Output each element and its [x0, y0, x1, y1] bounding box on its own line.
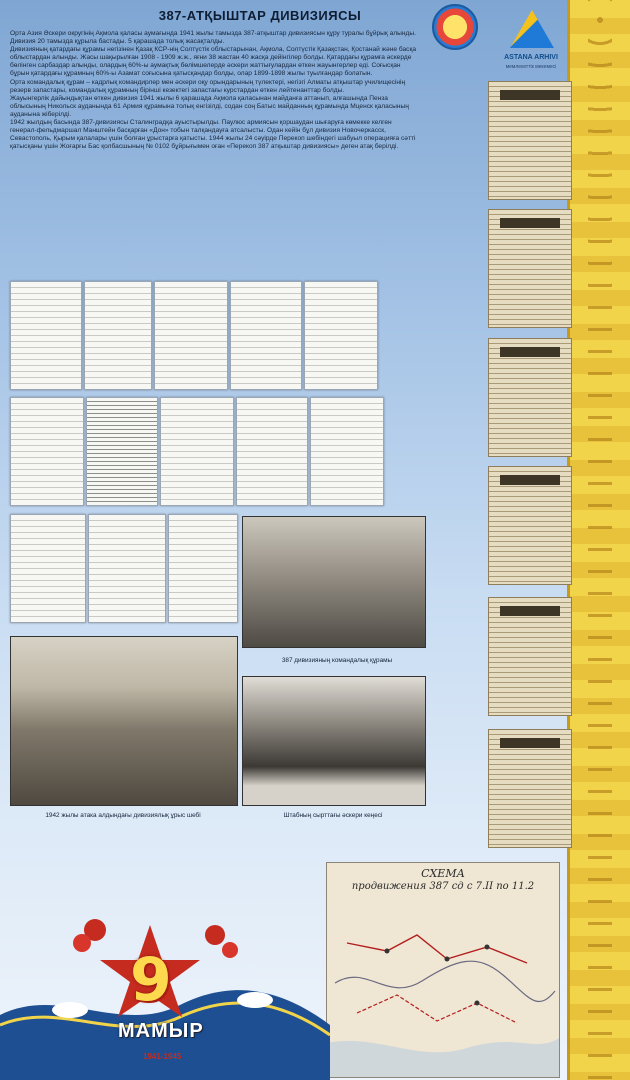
- commanders-photo-caption: 387 дивизияның командалық құрамы: [281, 657, 393, 664]
- poster-day-number: 9: [130, 945, 172, 1015]
- newspaper-masthead: [500, 475, 560, 485]
- page-title: 387-АТҚЫШТАР ДИВИЗИЯСЫ: [158, 8, 362, 23]
- newspaper-masthead: [500, 90, 560, 100]
- archival-document: [10, 397, 84, 506]
- newspaper-masthead: [500, 738, 560, 748]
- archival-document: [86, 397, 158, 506]
- newspaper-clipping: [488, 466, 572, 585]
- history-paragraph: 1942 жылдың басында 387-дивизиясы Сталинградқа ауыстырылды. Паулюс армиясын қоршаудан шығаруға көмекке келген генерал-фельдмаршал Манштейн басқарған «Дон» тобын талқандауға атсалысты. Одан кейін бұл дивизия Новочеркасск, Севастополь, Қырым қалалары үшін болған ұрыстарға қатысты. 1944 жылы 24 сәуірде Перекоп шебіндегі шабуыл операцияға сәтті қатысқаны үшін Жоғарғы Бас қолбасшының № 0102 бұйрығымен оған «Перекоп 387 атқыштар дивизиясы» деген атақ берілді.: [10, 119, 416, 151]
- archival-document: [10, 514, 86, 623]
- archival-document: [154, 281, 228, 390]
- archival-document: [10, 281, 82, 390]
- archival-document: [304, 281, 378, 390]
- newspaper-clipping: [488, 597, 572, 716]
- battlefield-photo-caption: 1942 жылы атака алдындағы дивизиялық ұрыс шебі: [45, 812, 201, 819]
- history-paragraph: Орта командалық құрам – кадрлық командирлер мен әскери оқу орындарының түлектері, негізгі Алматы атқыштар училищесінің резерв запастары, командалық құрамның бірінші кезектегі запастағы курстардан өткен лейтенанттар болды.: [10, 78, 406, 94]
- advance-scheme-map: [326, 862, 560, 1078]
- archival-document: [230, 281, 302, 390]
- newspaper-clipping: [488, 81, 572, 200]
- map-subtitle: продвижения 387 сд с 7.II по 11.2: [351, 881, 535, 892]
- newspaper-masthead: [500, 606, 560, 616]
- newspaper-masthead: [500, 347, 560, 357]
- meeting-photo-caption: Штабның сырттағы әскери кеңесі: [283, 812, 383, 819]
- archival-document: [168, 514, 238, 623]
- archive-logo-icon: [510, 10, 554, 48]
- history-paragraph: Орта Азия Әскери округінің Ақмола қаласы аумағында 1941 жылы тамызда 387-атқыштар дивизиясын құру туралы бұйрық алынды. Дивизия 20 тамызда құрыла бастады. 5 қарашада толық жасақталды.: [10, 30, 416, 46]
- poster-month: МАМЫР: [118, 1020, 204, 1042]
- newspaper-masthead: [500, 218, 560, 228]
- archival-document: [160, 397, 234, 506]
- archival-document: [88, 514, 166, 623]
- ornamental-border: [567, 0, 630, 1080]
- poster-years: 1941-1945: [143, 1052, 182, 1061]
- history-paragraph: Жауынгерлік дайындықтан өткен дивизия 1941 жылы 6 қарашада Ақмола қаласынан майданға аттанып, алғашында Пенза облысының Никольск ауданында 61 Армия құрамына толық енгізілді, содан соң Батыс майданның құрамында Мценск қаласының ауданына жіберілді.: [10, 94, 409, 118]
- map-title: СХЕМА: [421, 867, 465, 880]
- astana-emblem-icon: [432, 4, 478, 50]
- newspaper-clipping: [488, 209, 572, 328]
- newspaper-clipping: [488, 729, 572, 848]
- archival-document: [310, 397, 384, 506]
- archive-subtitle: мемлекеттік мекемесі: [505, 64, 557, 70]
- map-drawing: [327, 863, 559, 1077]
- archive-name: ASTANA ARHIVI: [504, 54, 558, 61]
- archival-document: [236, 397, 308, 506]
- commanders-photo: [242, 516, 426, 648]
- history-paragraph: Дивизияның қатардағы құрамы негізінен Қазақ КСР-нің Солтүстік облыстарынан, Ақмола, Солтүстік Қазақстан, Қостанай және басқа облыстардан алынды. Жасы шақырылған 1908 - 1909 ж.ж., яғни 38 жастан 40 жасқа дейінгілер болды. Қатардағы құрамға әскерде бөлінген сарбаздар алынды, олардың 60%-ы аумақтық бөлімшелерде әскери жаттығулардан өткен жауынгерлер еді. Соғысқан бұрын қатардағы құрамның 60%-ы Азамат соғысына қатысқандар болды, олар 1899-1898 жылы туылғандар болатын.: [10, 46, 417, 78]
- history-text: [10, 30, 420, 151]
- meeting-photo: [242, 676, 426, 806]
- archival-document: [84, 281, 152, 390]
- newspaper-clipping: [488, 338, 572, 457]
- battlefield-photo: [10, 636, 238, 806]
